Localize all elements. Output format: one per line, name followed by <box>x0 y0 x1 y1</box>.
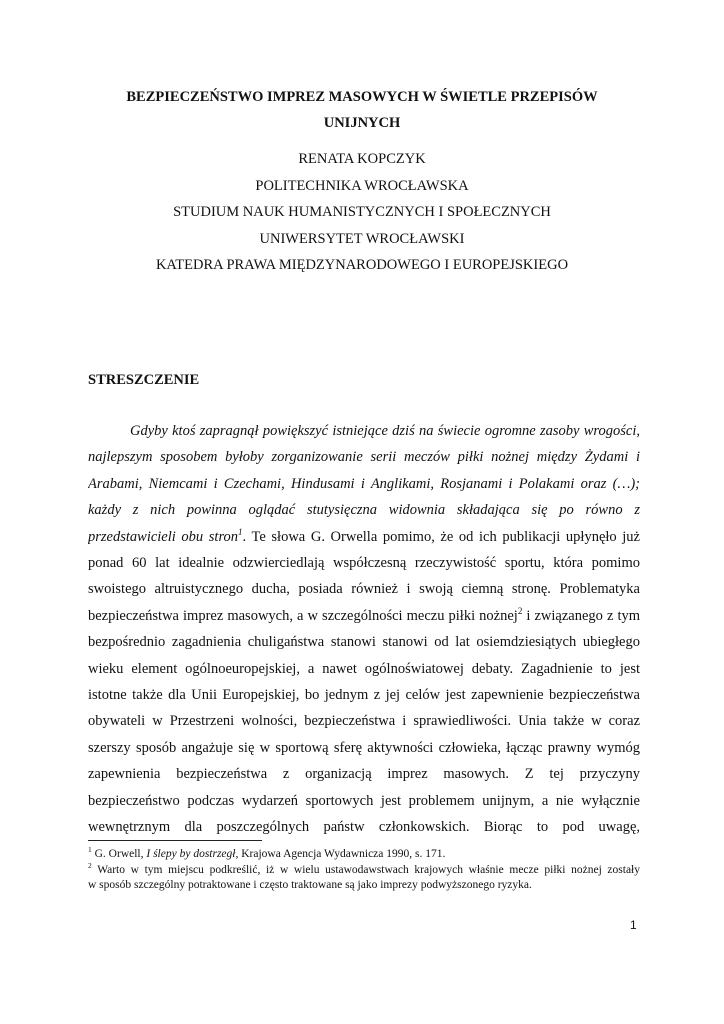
body-line: wieku element ogólnoeuropejskiej, a nawet ogólnoświatowej debaty. Zagadnienie to jest <box>88 660 640 677</box>
body-line: zapewnienia bezpieczeństwa z organizacją imprez masowych. Z tej przyczyny <box>88 766 640 783</box>
footnote-number: 1 <box>88 845 92 855</box>
title-line-2: UNIJNYCH <box>323 115 401 131</box>
footnote-2-continued: w sposób szczególny potraktowane i często traktowane są jako imprezy podwyższonego ryzyka. <box>88 879 532 891</box>
author-name: RENATA KOPCZYK <box>298 151 426 167</box>
body-text: i związanego z tym <box>522 607 640 624</box>
footnote-ref-2[interactable]: 2 <box>517 606 523 617</box>
body-line: bezpieczeństwo podczas wydarzeń sportowych jest problemem unijnym, a nie wyłącznie <box>88 792 640 809</box>
author-block <box>88 146 636 279</box>
footnote-2: $^2$ Warto w tym miejscu podkreślić, iż w wielu ustawodawstwach krajowych właśnie mecze piłki nożnej zostały <box>88 860 640 876</box>
title-line-1: BEZPIECZEŃSTWO IMPREZ MASOWYCH W ŚWIETLE PRZEPISÓW <box>126 89 598 105</box>
body-line <box>88 524 640 550</box>
body-text: . Te słowa G. Orwella pomimo, że od ich publikacji upłynęło już <box>242 528 640 545</box>
footnote-ref-1[interactable]: 1 <box>238 526 243 537</box>
body-line: wewnętrznym dla poszczególnych państw członkowskich. Biorąc to pod uwagę, <box>88 819 640 836</box>
quote-text: Arabami, Niemcami i Czechami, Hindusami i Anglikami, Rosjanami i Polakami oraz (…); <box>88 475 640 492</box>
quote-text: przedstawicieli obu stron <box>88 528 239 545</box>
body-line: obywateli w Przestrzeni wolności, bezpieczeństwa i sprawiedliwości. Unia także w coraz <box>88 713 640 730</box>
body-line: ponad 60 lat idealnie odzwierciedlają współczesną rzeczywistość sportu, która pomimo <box>88 555 640 572</box>
body-line <box>88 444 640 470</box>
body-text: bezpieczeństwa imprez masowych, a w szczególności meczu piłki nożnej <box>88 607 518 624</box>
footnotes <box>88 847 640 894</box>
body-line <box>88 418 640 444</box>
cited-title: I ślepy by dostrzegł <box>146 848 236 860</box>
body-line <box>88 603 640 629</box>
section-heading: STRESZCZENIE <box>88 372 200 388</box>
paper-title <box>88 84 636 136</box>
body-line: istotne także dla Unii Europejskiej, bo jednym z jej celów jest zapewnienie bezpieczeństwa <box>88 687 640 704</box>
quote-text: Gdyby ktoś zapragnął powiększyć istniejące dziś na świecie ogromne zasoby wrogości, <box>130 423 640 439</box>
body-line: bezpośrednio zagadnienia chuligaństwa stanowi stanowi od lat osiemdziesiątych ubiegłego <box>88 634 640 651</box>
footnote-separator <box>88 840 262 841</box>
footnote-number: 2 <box>88 860 92 870</box>
footnote-1: $^1$ G. Orwell, I ślepy by dostrzegł, Krajowa Agencja Wydawnicza 1990, s. 171. <box>88 845 446 860</box>
body-line: swoistego altruistycznego ducha, posiada również i swoją ciemną stronę. Problematyka <box>88 581 640 598</box>
affiliation-line: STUDIUM NAUK HUMANISTYCZNYCH I SPOŁECZNYCH <box>173 204 551 220</box>
affiliation-line: POLITECHNIKA WROCŁAWSKA <box>255 177 469 194</box>
quote-text: najlepszym sposobem byłoby zorganizowanie serii meczów piłki nożnej między Żydami i <box>88 449 640 466</box>
page-number: 1 <box>630 918 637 932</box>
affiliation-line: KATEDRA PRAWA MIĘDZYNARODOWEGO I EUROPEJSKIEGO <box>155 257 569 273</box>
affiliation-line: UNIWERSYTET WROCŁAWSKI <box>259 230 465 247</box>
body-line <box>88 471 640 497</box>
body-line: szerszy sposób angażuje się w sportową sferę aktywności człowieka, łącząc prawny wymóg <box>88 739 640 756</box>
quote-text: każdy z nich powinna oglądać stutysięczna widownia składająca się po równo z <box>88 502 640 519</box>
abstract-body <box>88 418 640 841</box>
body-line <box>88 497 640 523</box>
